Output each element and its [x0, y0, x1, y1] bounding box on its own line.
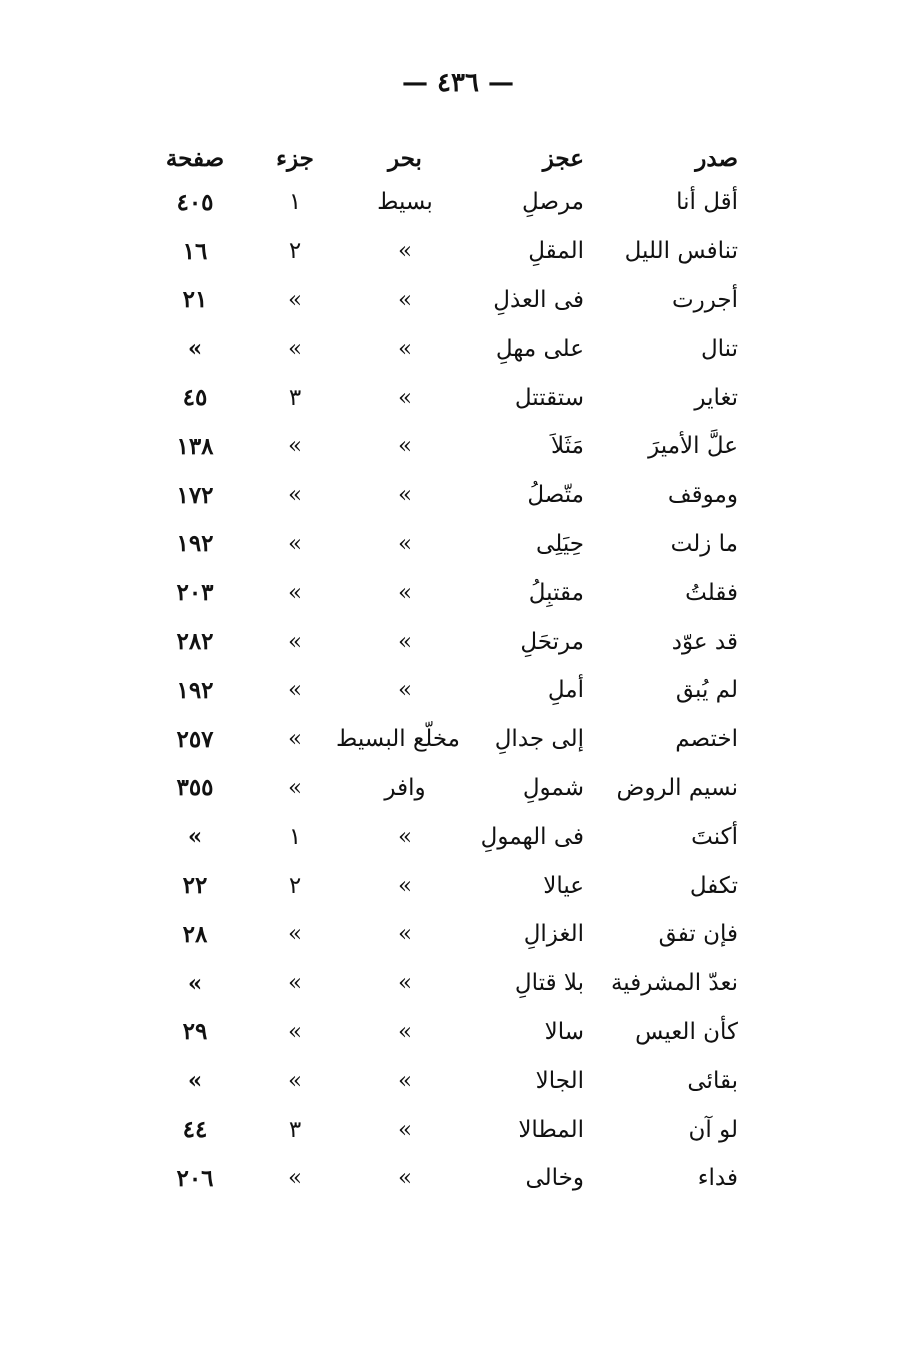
table-row: [150, 568, 740, 617]
table-row: [150, 812, 740, 861]
cell-page: ٣٥٥: [176, 774, 214, 802]
cell-sadr: تكفل: [689, 872, 738, 899]
table-row: [150, 959, 740, 1008]
cell-juz: »: [287, 726, 303, 753]
table-row: [150, 715, 740, 764]
cell-ajz: على مهلِ: [495, 335, 584, 362]
cell-ajz: متّصلُ: [527, 482, 584, 509]
page-number: — ٤٣٦ —: [401, 68, 515, 98]
table-row: [150, 276, 740, 325]
cell-page: ٢٨٢: [176, 628, 214, 656]
table-row: [150, 617, 740, 666]
cell-juz: »: [287, 579, 303, 606]
cell-juz: »: [287, 970, 303, 997]
cell-ajz: المقلِ: [528, 238, 584, 265]
cell-bahr: »: [397, 823, 413, 850]
cell-ajz: المطالا: [518, 1116, 584, 1143]
cell-sadr: كأن العيس: [635, 1018, 738, 1045]
cell-juz: »: [287, 921, 303, 948]
cell-page: ١٣٨: [176, 432, 214, 460]
cell-page: ١٧٢: [176, 481, 214, 509]
cell-juz: »: [287, 1165, 303, 1192]
cell-sadr: ما زلت: [670, 530, 738, 557]
cell-bahr: »: [397, 628, 413, 655]
cell-page: ٢٠٣: [176, 579, 214, 607]
table-row: [150, 764, 740, 813]
cell-page: »: [187, 969, 203, 997]
cell-page: ٤٤: [182, 1116, 208, 1144]
cell-bahr: »: [397, 286, 413, 313]
table-row: [150, 373, 740, 422]
verse-index-table: [150, 138, 740, 1203]
cell-sadr: وموقف: [667, 482, 738, 509]
cell-ajz: فى العذلِ: [493, 286, 584, 313]
header-sadr: صدر: [695, 144, 738, 172]
table-row: [150, 861, 740, 910]
table-row: [150, 1008, 740, 1057]
cell-ajz: مَثَلاَ: [551, 433, 584, 460]
table-row: [150, 227, 740, 276]
cell-sadr: فداء: [697, 1165, 738, 1192]
cell-ajz: بلا قتالِ: [514, 970, 584, 997]
cell-page: ٢٠٦: [176, 1164, 214, 1192]
cell-page: ١٩٢: [176, 530, 214, 558]
cell-ajz: شمولِ: [522, 774, 584, 801]
cell-juz: »: [287, 482, 303, 509]
cell-sadr: نسيم الروض: [616, 774, 738, 801]
cell-juz: »: [287, 628, 303, 655]
cell-page: ١٩٢: [176, 676, 214, 704]
cell-sadr: تنال: [700, 335, 738, 362]
table-row: [150, 1056, 740, 1105]
cell-juz: »: [287, 1067, 303, 1094]
cell-bahr: »: [397, 970, 413, 997]
cell-page: »: [187, 823, 203, 851]
cell-juz: »: [287, 1018, 303, 1045]
cell-bahr: »: [397, 1018, 413, 1045]
cell-juz: »: [287, 530, 303, 557]
cell-ajz: مقتبِلُ: [528, 579, 584, 606]
cell-page: »: [187, 1067, 203, 1095]
table-row: [150, 178, 740, 227]
cell-bahr: »: [397, 384, 413, 411]
cell-sadr: لم يُبق: [675, 677, 738, 704]
cell-ajz: سالا: [544, 1018, 584, 1045]
cell-page: ٢٩: [182, 1018, 208, 1046]
cell-bahr: مخلّع البسيط: [336, 726, 460, 753]
cell-page: ٤٥: [182, 384, 208, 412]
cell-sadr: علَّ الأميرَ: [648, 433, 738, 460]
cell-page: ٢٥٧: [176, 725, 214, 753]
cell-juz: »: [287, 774, 303, 801]
cell-sadr: أقل أنا: [676, 189, 738, 216]
cell-juz: ٣: [288, 1116, 302, 1143]
cell-juz: »: [287, 286, 303, 313]
cell-bahr: »: [397, 238, 413, 265]
cell-ajz: ستقتتل: [514, 384, 584, 411]
cell-sadr: فإن تفق: [658, 921, 738, 948]
cell-sadr: بقائى: [687, 1067, 738, 1094]
table-row: [150, 910, 740, 959]
table-body: [150, 178, 740, 1203]
cell-sadr: أجررت: [671, 286, 738, 313]
cell-juz: ٢: [288, 238, 302, 265]
header-bahr: بحر: [388, 144, 422, 172]
cell-juz: ١: [288, 189, 302, 216]
cell-ajz: أملِ: [547, 677, 584, 704]
cell-juz: ٣: [288, 384, 302, 411]
cell-page: ٢١: [182, 286, 208, 314]
cell-ajz: الغزالِ: [523, 921, 584, 948]
cell-bahr: »: [397, 1067, 413, 1094]
cell-bahr: »: [397, 335, 413, 362]
cell-juz: ١: [288, 823, 302, 850]
cell-sadr: نعدّ المشرفية: [610, 970, 738, 997]
header-ajz: عجز: [542, 144, 584, 172]
cell-bahr: بسيط: [377, 189, 433, 216]
cell-ajz: عيالا: [543, 872, 584, 899]
cell-bahr: »: [397, 677, 413, 704]
table-row: [150, 324, 740, 373]
cell-juz: ٢: [288, 872, 302, 899]
header-page: صفحة: [165, 144, 225, 172]
cell-ajz: إلى جدالِ: [494, 726, 584, 753]
cell-ajz: مرتحَلِ: [520, 628, 584, 655]
cell-bahr: »: [397, 482, 413, 509]
cell-bahr: »: [397, 1116, 413, 1143]
cell-page: ٤٠٥: [176, 188, 214, 216]
table-row: [150, 1105, 740, 1154]
cell-sadr: أكنتَ: [691, 823, 738, 850]
cell-ajz: فى الهمولِ: [480, 823, 584, 850]
table-row: [150, 471, 740, 520]
table-row: [150, 422, 740, 471]
cell-bahr: »: [397, 921, 413, 948]
cell-sadr: تغاير: [694, 384, 738, 411]
table-row: [150, 520, 740, 569]
cell-sadr: اختصم: [675, 726, 738, 753]
cell-juz: »: [287, 677, 303, 704]
table-header-row: [150, 138, 740, 178]
table-row: [150, 666, 740, 715]
cell-ajz: الجالا: [535, 1067, 584, 1094]
cell-sadr: قد عوّد: [671, 628, 738, 655]
cell-bahr: »: [397, 579, 413, 606]
cell-bahr: »: [397, 872, 413, 899]
cell-bahr: »: [397, 530, 413, 557]
cell-bahr: »: [397, 1165, 413, 1192]
table-row: [150, 1154, 740, 1203]
cell-sadr: لو آن: [688, 1116, 738, 1143]
header-juz: جزء: [276, 144, 314, 172]
cell-bahr: »: [397, 433, 413, 460]
cell-ajz: وخالى: [525, 1165, 584, 1192]
cell-page: ٢٨: [182, 920, 208, 948]
cell-sadr: تنافس الليل: [624, 238, 738, 265]
cell-sadr: فقلتُ: [685, 579, 738, 606]
cell-juz: »: [287, 433, 303, 460]
cell-juz: »: [287, 335, 303, 362]
cell-ajz: حِيَلِى: [536, 530, 584, 557]
cell-ajz: مرصلِ: [522, 189, 584, 216]
cell-page: ٢٢: [182, 872, 208, 900]
cell-page: ١٦: [182, 237, 208, 265]
cell-bahr: وافر: [384, 774, 426, 801]
cell-page: »: [187, 335, 203, 363]
